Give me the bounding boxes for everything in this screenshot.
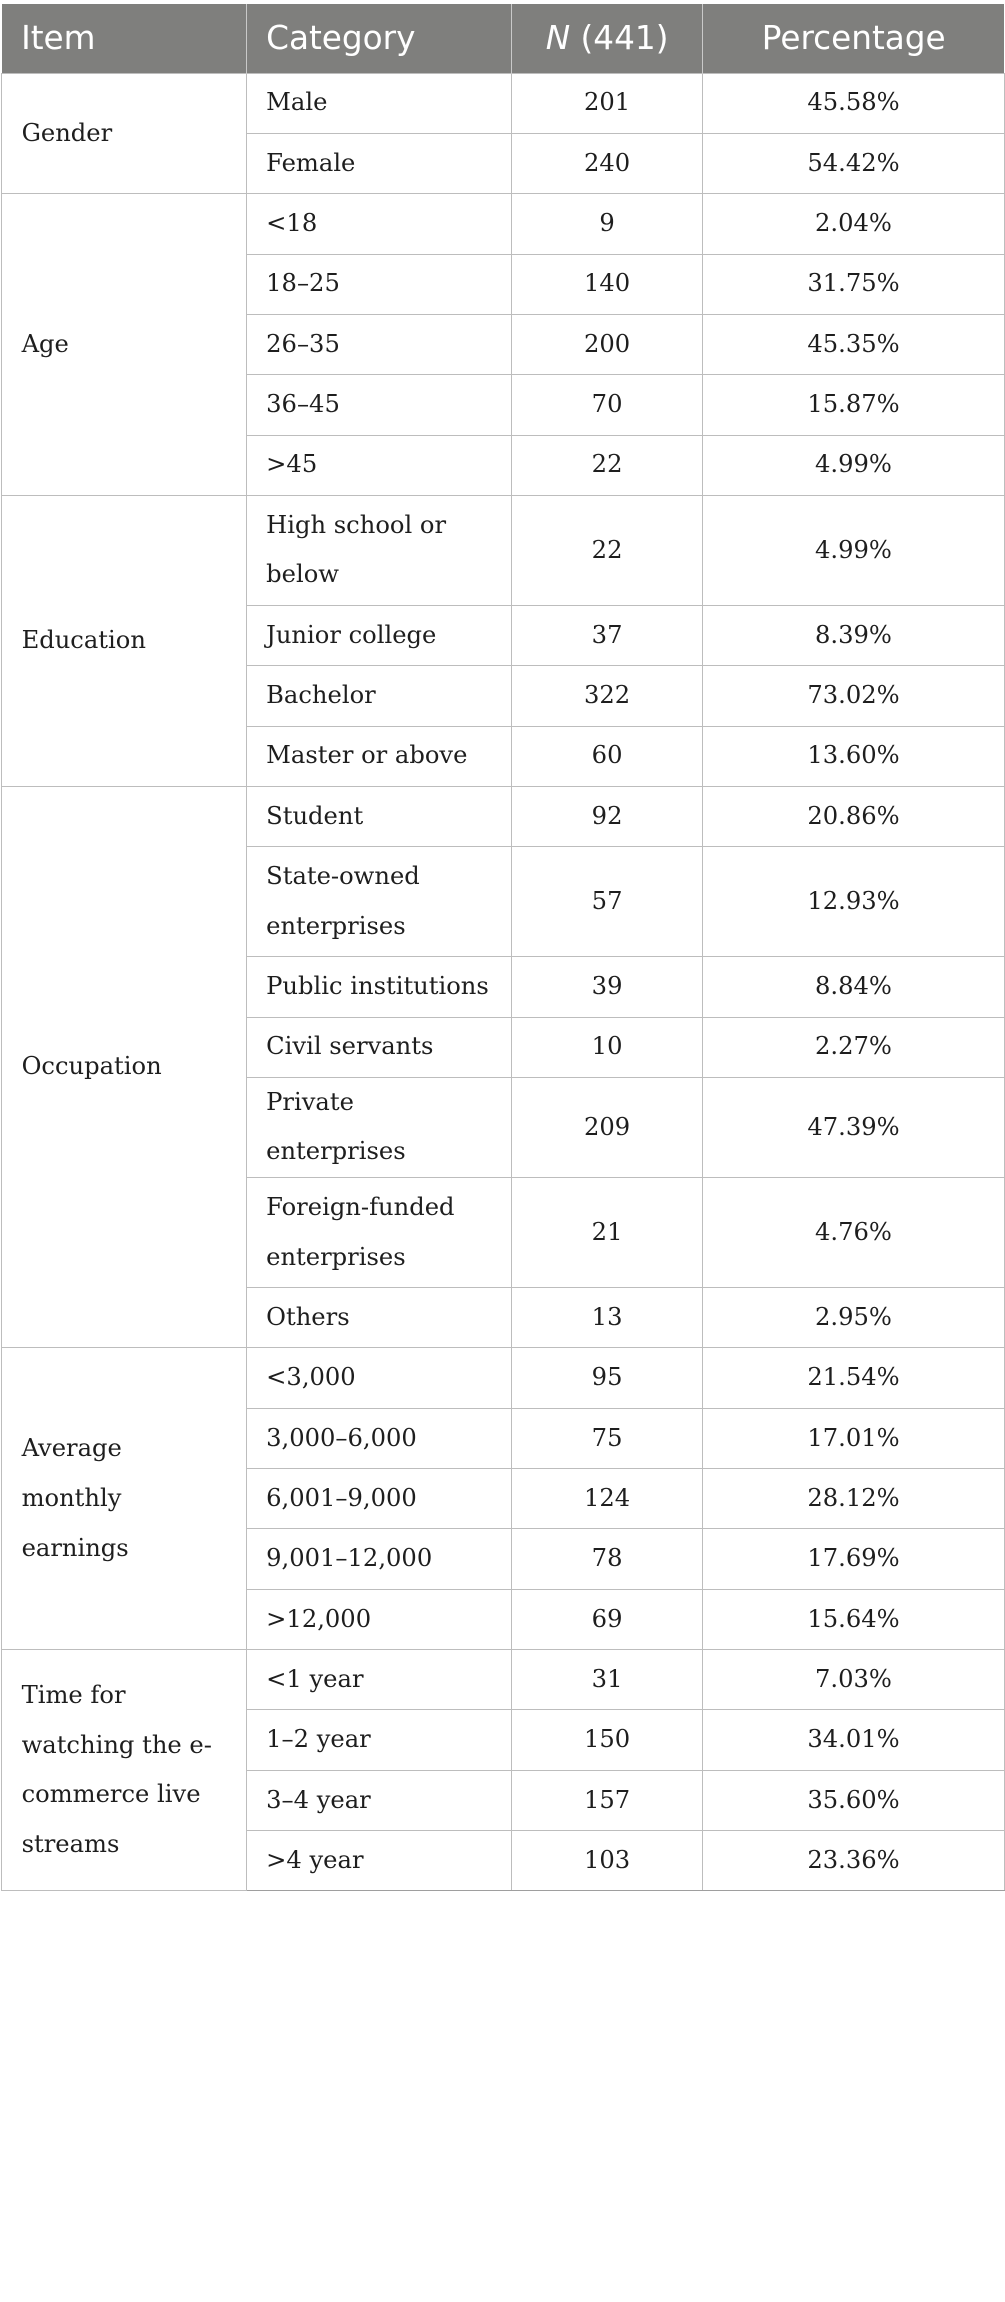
n-cell: 57 xyxy=(511,847,702,957)
category-cell: 3,000–6,000 xyxy=(246,1408,511,1468)
category-cell: Junior college xyxy=(246,605,511,665)
category-cell: <1 year xyxy=(246,1650,511,1710)
header-n xyxy=(511,4,702,74)
percentage-cell: 2.04% xyxy=(703,194,1004,254)
n-cell: 22 xyxy=(511,495,702,605)
header-n-letter: N xyxy=(545,19,571,58)
category-cell: Public institutions xyxy=(246,957,511,1017)
percentage-cell: 17.69% xyxy=(703,1529,1004,1589)
n-cell: 150 xyxy=(511,1710,702,1770)
category-cell: Bachelor xyxy=(246,666,511,726)
n-cell: 200 xyxy=(511,314,702,374)
n-cell: 209 xyxy=(511,1077,702,1177)
percentage-cell: 12.93% xyxy=(703,847,1004,957)
category-cell: >4 year xyxy=(246,1831,511,1891)
n-cell: 70 xyxy=(511,375,702,435)
n-cell: 75 xyxy=(511,1408,702,1468)
category-cell: >45 xyxy=(246,435,511,495)
percentage-cell: 13.60% xyxy=(703,726,1004,786)
percentage-cell: 2.27% xyxy=(703,1017,1004,1077)
item-cell: Average monthly earnings xyxy=(2,1348,247,1650)
percentage-cell: 20.86% xyxy=(703,786,1004,846)
n-cell: 13 xyxy=(511,1288,702,1348)
demographics-table xyxy=(1,4,1005,1892)
category-cell: 9,001–12,000 xyxy=(246,1529,511,1589)
percentage-cell: 23.36% xyxy=(703,1831,1004,1891)
table-row xyxy=(2,1650,1005,1710)
percentage-cell: 34.01% xyxy=(703,1710,1004,1770)
category-cell: <18 xyxy=(246,194,511,254)
n-cell: 157 xyxy=(511,1770,702,1830)
n-cell: 78 xyxy=(511,1529,702,1589)
category-cell: State-owned enterprises xyxy=(246,847,511,957)
percentage-cell: 45.35% xyxy=(703,314,1004,374)
n-cell: 69 xyxy=(511,1589,702,1649)
category-cell: High school or below xyxy=(246,495,511,605)
category-cell: 26–35 xyxy=(246,314,511,374)
percentage-cell: 47.39% xyxy=(703,1077,1004,1177)
percentage-cell: 73.02% xyxy=(703,666,1004,726)
percentage-cell: 28.12% xyxy=(703,1469,1004,1529)
category-cell: Female xyxy=(246,133,511,193)
header-category: Category xyxy=(246,4,511,74)
category-cell: Master or above xyxy=(246,726,511,786)
category-cell: Others xyxy=(246,1288,511,1348)
category-cell: 1–2 year xyxy=(246,1710,511,1770)
category-cell: 18–25 xyxy=(246,254,511,314)
n-cell: 31 xyxy=(511,1650,702,1710)
percentage-cell: 4.99% xyxy=(703,495,1004,605)
percentage-cell: 21.54% xyxy=(703,1348,1004,1408)
n-cell: 37 xyxy=(511,605,702,665)
table-row xyxy=(2,194,1005,254)
n-cell: 103 xyxy=(511,1831,702,1891)
n-cell: 95 xyxy=(511,1348,702,1408)
n-cell: 92 xyxy=(511,786,702,846)
n-cell: 9 xyxy=(511,194,702,254)
header-row xyxy=(2,4,1005,74)
category-cell: <3,000 xyxy=(246,1348,511,1408)
percentage-cell: 15.64% xyxy=(703,1589,1004,1649)
table-row xyxy=(2,786,1005,846)
item-cell: Age xyxy=(2,194,247,496)
n-cell: 201 xyxy=(511,73,702,133)
percentage-cell: 2.95% xyxy=(703,1288,1004,1348)
category-cell: Foreign-funded enterprises xyxy=(246,1178,511,1288)
n-cell: 322 xyxy=(511,666,702,726)
category-cell: Private enterprises xyxy=(246,1077,511,1177)
page xyxy=(0,4,1005,2302)
item-cell: Gender xyxy=(2,73,247,194)
category-cell: Student xyxy=(246,786,511,846)
category-cell: 36–45 xyxy=(246,375,511,435)
n-cell: 22 xyxy=(511,435,702,495)
table-row xyxy=(2,73,1005,133)
percentage-cell: 4.76% xyxy=(703,1178,1004,1288)
header-item: Item xyxy=(2,4,247,74)
percentage-cell: 17.01% xyxy=(703,1408,1004,1468)
table-row xyxy=(2,1348,1005,1408)
percentage-cell: 31.75% xyxy=(703,254,1004,314)
percentage-cell: 45.58% xyxy=(703,73,1004,133)
percentage-cell: 8.84% xyxy=(703,957,1004,1017)
item-cell: Education xyxy=(2,495,247,786)
n-cell: 21 xyxy=(511,1178,702,1288)
percentage-cell: 8.39% xyxy=(703,605,1004,665)
item-cell: Time for watching the e-commerce live streams xyxy=(2,1650,247,1891)
percentage-cell: 35.60% xyxy=(703,1770,1004,1830)
percentage-cell: 15.87% xyxy=(703,375,1004,435)
n-cell: 10 xyxy=(511,1017,702,1077)
n-cell: 60 xyxy=(511,726,702,786)
n-cell: 140 xyxy=(511,254,702,314)
percentage-cell: 4.99% xyxy=(703,435,1004,495)
category-cell: 3–4 year xyxy=(246,1770,511,1830)
percentage-cell: 7.03% xyxy=(703,1650,1004,1710)
table-header xyxy=(2,4,1005,74)
n-cell: 240 xyxy=(511,133,702,193)
n-cell: 39 xyxy=(511,957,702,1017)
header-n-count: (441) xyxy=(570,19,669,58)
table-row xyxy=(2,495,1005,605)
category-cell: Male xyxy=(246,73,511,133)
category-cell: Civil servants xyxy=(246,1017,511,1077)
n-cell: 124 xyxy=(511,1469,702,1529)
category-cell: 6,001–9,000 xyxy=(246,1469,511,1529)
header-percentage: Percentage xyxy=(703,4,1004,74)
item-cell: Occupation xyxy=(2,786,247,1348)
category-cell: >12,000 xyxy=(246,1589,511,1649)
table-body xyxy=(2,73,1005,1891)
percentage-cell: 54.42% xyxy=(703,133,1004,193)
